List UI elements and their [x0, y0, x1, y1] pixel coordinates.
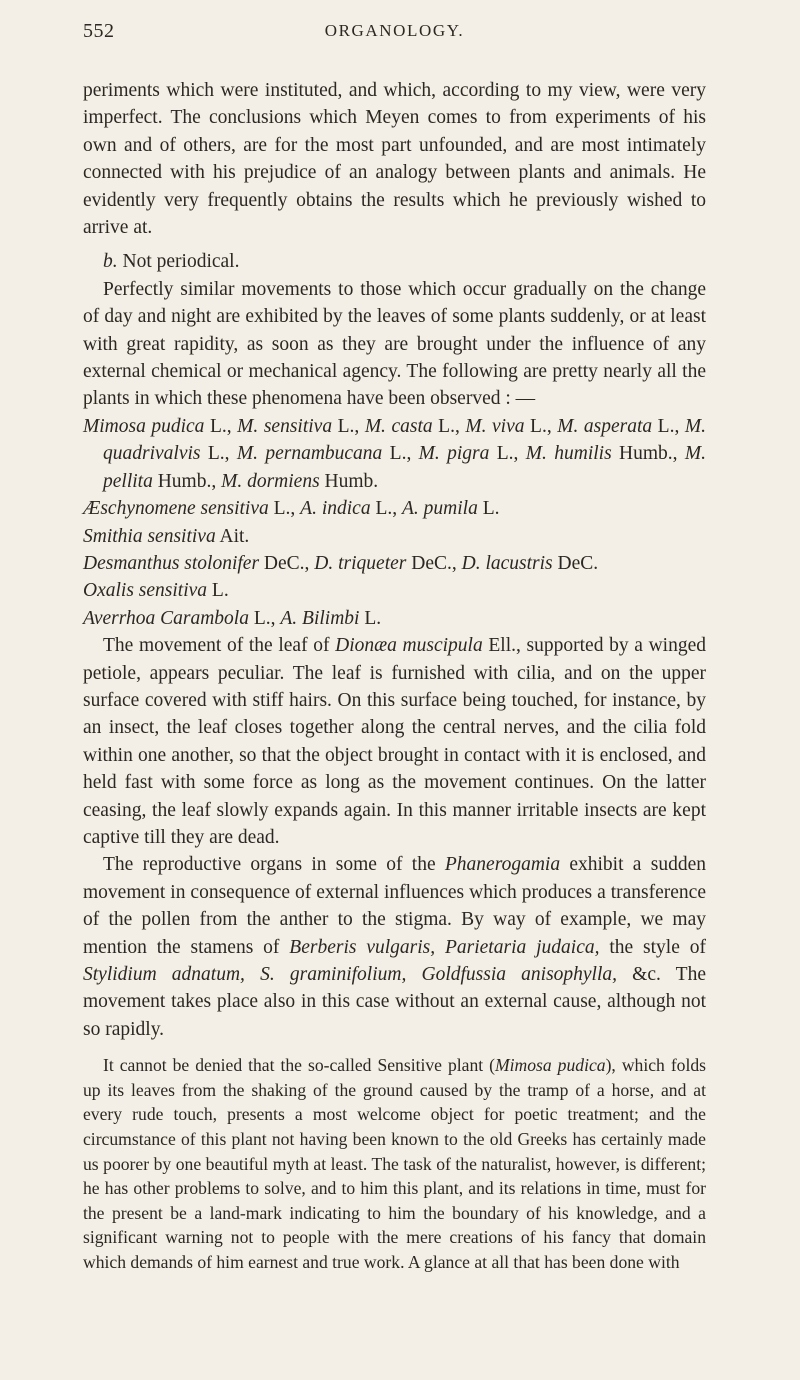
species-authority: L., [370, 498, 402, 520]
species-authority: Humb., [152, 470, 222, 492]
page-header [83, 12, 706, 58]
species-authority: DeC., [406, 552, 462, 574]
species-authority: L. [207, 580, 229, 602]
text-run: exhibit a sudden movement in consequence of external influences which produces a transference of the pollen from the anther to the stigma. By way of example, we may mention the stamens of [83, 854, 706, 958]
species-name: M. humilis [525, 443, 612, 465]
species-authority: L., [524, 415, 558, 437]
species-authority: DeC., [259, 552, 315, 574]
species-name: D. lacustris [461, 552, 553, 574]
species-name: M. dormiens [221, 470, 320, 492]
species-line-oxalis [83, 577, 706, 604]
species-name: Mimosa pudica [83, 415, 205, 437]
taxon-name: Phanerogamia [444, 854, 561, 876]
species-authority: L., [268, 498, 301, 520]
species-authority: L., [382, 443, 419, 465]
species-name: M. sensitiva [237, 415, 333, 437]
section-label [83, 248, 706, 275]
species-name: A. Bilimbi [280, 607, 360, 629]
species-name: M. pigra [418, 443, 490, 465]
species-authority: L., [200, 443, 237, 465]
species-line-smithia [83, 523, 706, 550]
species-line-averrhoa [83, 605, 706, 632]
species-name: Smithia sensitiva [83, 525, 216, 547]
species-name: Desmanthus stolonifer [83, 552, 260, 574]
species-line-desmanthus [83, 550, 706, 577]
species-name: A. pumila [402, 498, 478, 520]
species-name: M. casta [364, 415, 433, 437]
species-name: Berberis vulgaris, Parietaria judaica, [289, 936, 600, 958]
species-authority: L., [652, 415, 685, 437]
species-authority: L. [359, 607, 382, 629]
species-authority: L. [477, 498, 500, 520]
book-page [0, 12, 800, 1380]
species-authority: L., [432, 415, 466, 437]
species-list [83, 413, 706, 632]
section-letter: b. [103, 251, 118, 273]
main-text [83, 77, 706, 1043]
text-run: The reproductive organs in some of the [103, 854, 445, 876]
species-authority: L., [332, 415, 365, 437]
text-run: the style of [599, 936, 706, 958]
species-name: Oxalis sensitiva [83, 580, 208, 602]
text-run: ), which folds up its leaves from the shaking of the ground caused by the tramp of a horse, and at every rude touch, presents a most welcome object for poetic treatment; and the circumstance of this plant not having been known to the old Greeks has certainly made us poorer by one beautiful myth at least. The task of the naturalist, however, is different; he has other problems to solve, and to him this plant, and its relations in time, must for the present be a land-mark indicating to him the boundary of his knowledge, and a significant warning not to people with the mere creations of his fancy that domain which demands of him earnest and true work. A glance at all that has been done with [83, 1055, 707, 1272]
species-name: A. indica [300, 498, 371, 520]
species-name: M. asperata [557, 415, 653, 437]
species-line-mimosa [83, 413, 706, 495]
species-authority: DeC. [552, 552, 599, 574]
species-name: Stylidium adnatum, S. graminifolium, Goldfussia anisophylla, [83, 964, 618, 985]
species-name: Mimosa pudica [495, 1055, 606, 1076]
page-number: 552 [83, 20, 115, 42]
species-authority: L., [489, 443, 526, 465]
text-run: The movement of the leaf of [103, 635, 336, 657]
species-authority: L., [248, 607, 281, 629]
species-name: D. triqueter [314, 552, 407, 574]
species-name: Averrhoa Carambola [83, 607, 249, 629]
species-name: Dionæa muscipula [335, 635, 483, 657]
species-name: M. quadrivalvis [103, 415, 706, 465]
species-authority: Ait. [215, 525, 250, 547]
paragraph-intro: Perfectly similar movements to those which occur gradually on the change of day and night are exhibited by the leaves of some plants suddenly, or at least with great rapidity, as soon as they are brought under the influence of any external chemical or mechanical agency. The following are pretty nearly all the plants in which these phenomena have been observed : — [83, 278, 706, 410]
species-name: M. viva [465, 415, 525, 437]
paragraph-continuation: periments which were instituted, and which, according to my view, were very imperfect. The conclusions which Meyen comes to from experiments of his own and of others, are for the most part unfounded, and are most intimately connected with his prejudice of an analogy between plants and animals. He evidently very frequently obtains the results which he previously wished to arrive at. [83, 80, 706, 239]
paragraph-reproductive [83, 851, 706, 1043]
species-authority: Humb., [611, 443, 685, 465]
species-authority: L., [204, 415, 238, 437]
running-title: ORGANOLOGY. [324, 21, 465, 40]
text-run: It cannot be denied that the so-called Sensitive plant ( [103, 1055, 495, 1076]
species-name: Æschynomene sensitiva [83, 498, 269, 520]
text-run: Ell., supported by a winged petiole, appears peculiar. The leaf is furnished with cilia, and on the upper surface covered with stiff hairs. On this surface being touched, for instance, by an insect, the leaf closes together along the central nerves, and the cilia fold within one another, so that the object brought in contact with it is enclosed, and held fast with some force as long as the movement continues. On the latter ceasing, the leaf slowly expands again. In this manner irritable insects are kept captive till they are dead. [83, 635, 707, 848]
note-text [83, 1053, 706, 1274]
species-name: M. pernambucana [236, 443, 383, 465]
species-authority: Humb. [319, 470, 379, 492]
section-title: Not periodical. [117, 251, 240, 273]
text-run: &c. The movement takes place also in this case without an external cause, although not so rapidly. [83, 964, 706, 1040]
paragraph-dionaea [83, 632, 706, 851]
species-name: M. pellita [103, 443, 706, 492]
note-paragraph [83, 1053, 706, 1274]
species-line-aeschynomene [83, 495, 706, 522]
